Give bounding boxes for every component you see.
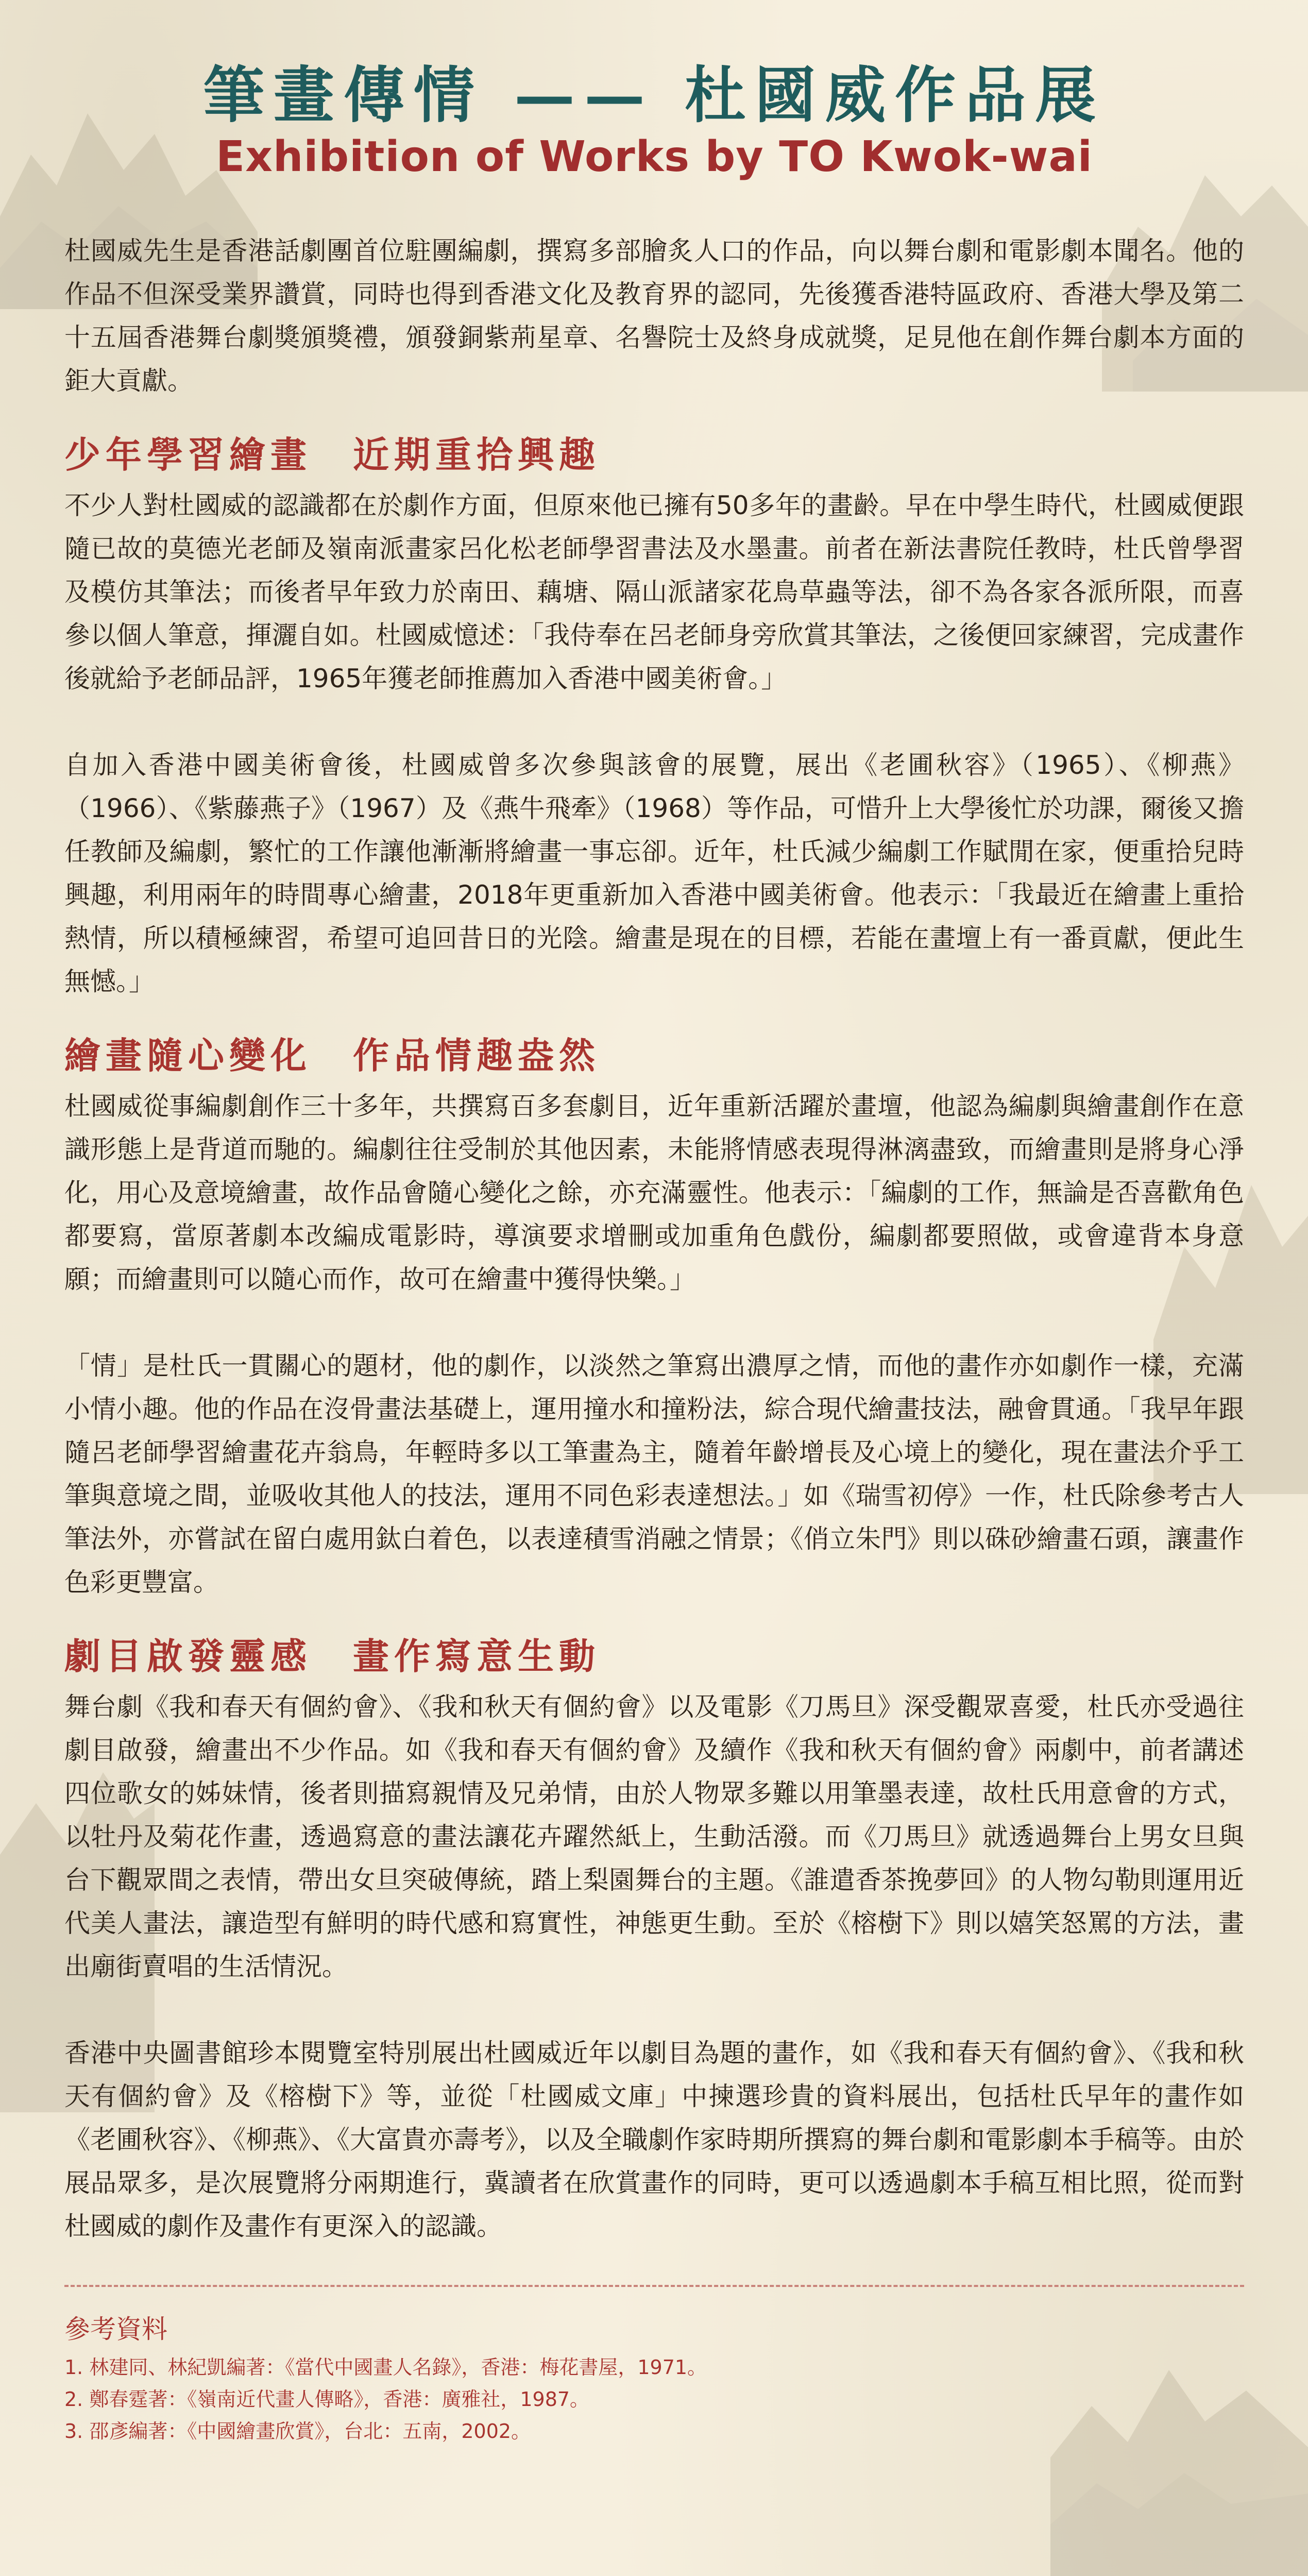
reference-item: 3. 邵彥編著：《中國繪畫欣賞》，台北：五南，2002。 xyxy=(64,2419,531,2443)
references-list xyxy=(64,2351,1244,2447)
section-heading: 少年學習繪畫 近期重拾興趣 xyxy=(64,433,600,476)
exhibition-panel xyxy=(64,0,1244,2455)
section-paragraph: 自加入香港中國美術會後，杜國威曾多次參與該會的展覽，展出《老圃秋容》（1965）、《柳燕》（1966）、《紫藤燕子》（1967）及《燕牛飛牽》（1968）等作品，可惜升上大學後忙於功課，爾後又擔任教師及編劇，繁忙的工作讓他漸漸將繪畫一事忘卻。近年，杜氏減少編劇工作賦閒在家，便重拾兒時興趣，利用兩年的時間專心繪畫，2018年更重新加入香港中國美術會。他表示：「我最近在繪畫上重拾熱情，所以積極練習，希望可追回昔日的光陰。繪畫是現在的目標，若能在畫壇上有一番貢獻，便此生無憾。」 xyxy=(64,750,1244,996)
dashed-divider xyxy=(64,2285,1244,2287)
reference-item: 1. 林建同、林紀凱編著：《當代中國畫人名錄》，香港：梅花書屋，1971。 xyxy=(64,2355,707,2379)
section-paragraph: 香港中央圖書館珍本閱覽室特別展出杜國威近年以劇目為題的畫作，如《我和春天有個約會》、《我和秋天有個約會》及《榕樹下》等，並從「杜國威文庫」中揀選珍貴的資料展出，包括杜氏早年的畫作如《老圃秋容》、《柳燕》、《大富貴亦壽考》，以及全職劇作家時期所撰寫的舞台劇和電影劇本手稿等。由於展品眾多，是次展覽將分兩期進行，冀讀者在欣賞畫作的同時，更可以透過劇本手稿互相比照，從而對杜國威的劇作及畫作有更深入的認識。 xyxy=(64,2038,1244,2241)
section-heading: 繪畫隨心變化 作品情趣盎然 xyxy=(64,1033,600,1077)
title-english: Exhibition of Works by TO Kwok-wai xyxy=(216,132,1093,181)
references-title: 參考資料 xyxy=(64,2314,167,2344)
section-paragraph: 不少人對杜國威的認識都在於劇作方面，但原來他已擁有50多年的畫齡。早在中學生時代，杜國威便跟隨已故的莫德光老師及嶺南派畫家呂化松老師學習書法及水墨畫。前者在新法書院任教時，杜氏曾學習及模仿其筆法；而後者早年致力於南田、藕塘、隔山派諸家花鳥草蟲等法，卻不為各家各派所限，而喜參以個人筆意，揮灑自如。杜國威憶述：「我侍奉在呂老師身旁欣賞其筆法，之後便回家練習，完成畫作後就給予老師品評，1965年獲老師推薦加入香港中國美術會。」 xyxy=(64,490,1244,693)
section-2 xyxy=(64,1034,1244,1604)
reference-item: 2. 鄭春霆著：《嶺南近代畫人傳略》，香港：廣雅社，1987。 xyxy=(64,2387,590,2411)
section-1 xyxy=(64,433,1244,1003)
title-chinese: 筆畫傳情 —— 杜國威作品展 xyxy=(203,59,1106,131)
section-paragraph: 舞台劇《我和春天有個約會》、《我和秋天有個約會》以及電影《刀馬旦》深受觀眾喜愛，杜氏亦受過往劇目啟發，繪畫出不少作品。如《我和春天有個約會》及續作《我和秋天有個約會》兩劇中，前者講述四位歌女的姊妹情，後者則描寫親情及兄弟情，由於人物眾多難以用筆墨表達，故杜氏用意會的方式，以牡丹及菊花作畫，透過寫意的畫法讓花卉躍然紙上，生動活潑。而《刀馬旦》就透過舞台上男女旦與台下觀眾間之表情，帶出女旦突破傳統，踏上梨園舞台的主題。《誰遣香茶挽夢回》的人物勾勒則運用近代美人畫法，讓造型有鮮明的時代感和寫實性，神態更生動。至於《榕樹下》則以嬉笑怒罵的方法，畫出廟街賣唱的生活情況。 xyxy=(64,1691,1244,1981)
section-paragraph: 杜國威從事編劇創作三十多年，共撰寫百多套劇目，近年重新活躍於畫壇，他認為編劇與繪畫創作在意識形態上是背道而馳的。編劇往往受制於其他因素，未能將情感表現得淋漓盡致，而繪畫則是將身心淨化，用心及意境繪畫，故作品會隨心變化之餘，亦充滿靈性。他表示：「編劇的工作，無論是否喜歡角色都要寫，當原著劇本改編成電影時，導演要求增刪或加重角色戲份，編劇都要照做，或會違背本身意願；而繪畫則可以隨心而作，故可在繪畫中獲得快樂。」 xyxy=(64,1091,1244,1294)
section-heading: 劇目啟發靈感 畫作寫意生動 xyxy=(64,1634,600,1677)
section-paragraph: 「情」是杜氏一貫關心的題材，他的劇作，以淡然之筆寫出濃厚之情，而他的畫作亦如劇作一樣，充滿小情小趣。他的作品在沒骨畫法基礎上，運用撞水和撞粉法，綜合現代繪畫技法，融會貫通。「我早年跟隨呂老師學習繪畫花卉翁鳥，年輕時多以工筆畫為主，隨着年齡增長及心境上的變化，現在畫法介乎工筆與意境之間，並吸收其他人的技法，運用不同色彩表達想法。」如《瑞雪初停》一作，杜氏除參考古人筆法外，亦嘗試在留白處用鈦白着色，以表達積雪消融之情景；《俏立朱門》則以硃砂繪畫石頭，讓畫作色彩更豐富。 xyxy=(64,1350,1244,1597)
section-3 xyxy=(64,1635,1244,2248)
intro-paragraph: 杜國威先生是香港話劇團首位駐團編劇，撰寫多部膾炙人口的作品，向以舞台劇和電影劇本聞名。他的作品不但深受業界讚賞，同時也得到香港文化及教育界的認同，先後獲香港特區政府、香港大學及第二十五屆香港舞台劇獎頒獎禮，頒發銅紫荊星章、名譽院士及終身成就獎，足見他在創作舞台劇本方面的鉅大貢獻。 xyxy=(64,235,1244,396)
